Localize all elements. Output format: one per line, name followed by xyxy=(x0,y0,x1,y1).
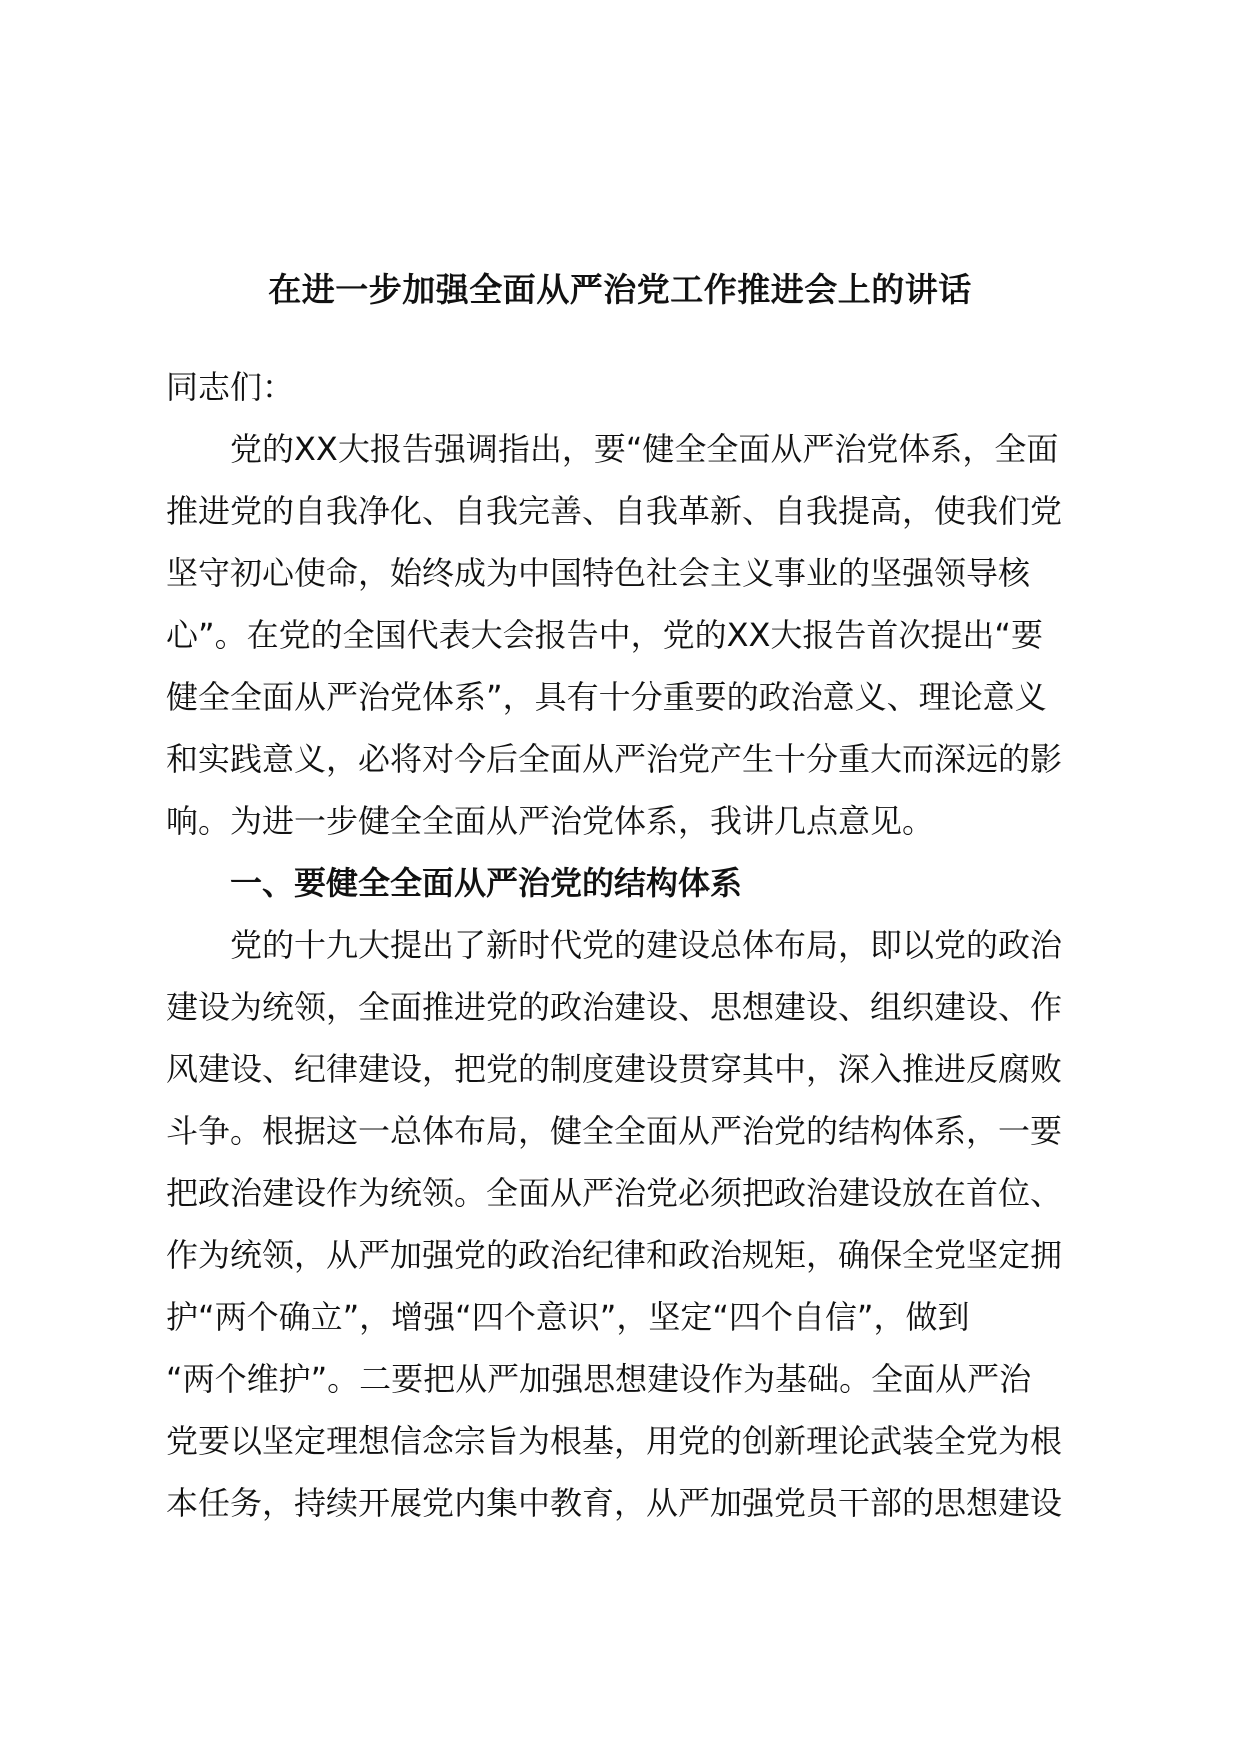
text-line: 和实践意义，必将对今后全面从严治党产生十分重大而深远的影 xyxy=(166,740,1063,778)
salutation: 同志们： xyxy=(166,368,295,406)
text-line: 把政治建设作为统领。全面从严治党必须把政治建设放在首位、 xyxy=(166,1174,1063,1212)
text-line: 健全全面从严治党体系”，具有十分重要的政治意义、理论意义 xyxy=(166,678,1047,716)
text-line: 响。为进一步健全全面从严治党体系，我讲几点意见。 xyxy=(166,802,935,840)
text-line: “两个维护”。二要把从严加强思想建设作为基础。全面从严治 xyxy=(166,1360,1032,1398)
text-line: 护“两个确立”，增强“四个意识”，坚定“四个自信”，做到 xyxy=(166,1298,970,1336)
paragraph-section1 xyxy=(166,914,1096,1534)
text-line: 作为统领，从严加强党的政治纪律和政治规矩，确保全党坚定拥 xyxy=(166,1236,1063,1274)
section-heading: 一、要健全全面从严治党的结构体系 xyxy=(230,864,743,902)
text-line: 坚守初心使命，始终成为中国特色社会主义事业的坚强领导核 xyxy=(166,554,1031,592)
document-title: 在进一步加强全面从严治党工作推进会上的讲话 xyxy=(268,270,972,309)
text-line: 推进党的自我净化、自我完善、自我革新、自我提高，使我们党 xyxy=(166,492,1063,530)
text-line: 建设为统领，全面推进党的政治建设、思想建设、组织建设、作 xyxy=(166,988,1063,1026)
text-line: 党的十九大提出了新时代党的建设总体布局，即以党的政治 xyxy=(230,926,1063,964)
text-line: 斗争。根据这一总体布局，健全全面从严治党的结构体系，一要 xyxy=(166,1112,1063,1150)
text-line: 风建设、纪律建设，把党的制度建设贯穿其中，深入推进反腐败 xyxy=(166,1050,1063,1088)
document-body xyxy=(166,356,1096,1534)
paragraph-intro xyxy=(166,418,1096,852)
text-line: 党的XX大报告强调指出，要“健全全面从严治党体系，全面 xyxy=(230,430,1059,468)
text-line: 心”。在党的全国代表大会报告中，党的XX大报告首次提出“要 xyxy=(166,616,1044,654)
text-line: 本任务，持续开展党内集中教育，从严加强党员干部的思想建设 xyxy=(166,1484,1063,1522)
text-line: 党要以坚定理想信念宗旨为根基，用党的创新理论武装全党为根 xyxy=(166,1422,1063,1460)
